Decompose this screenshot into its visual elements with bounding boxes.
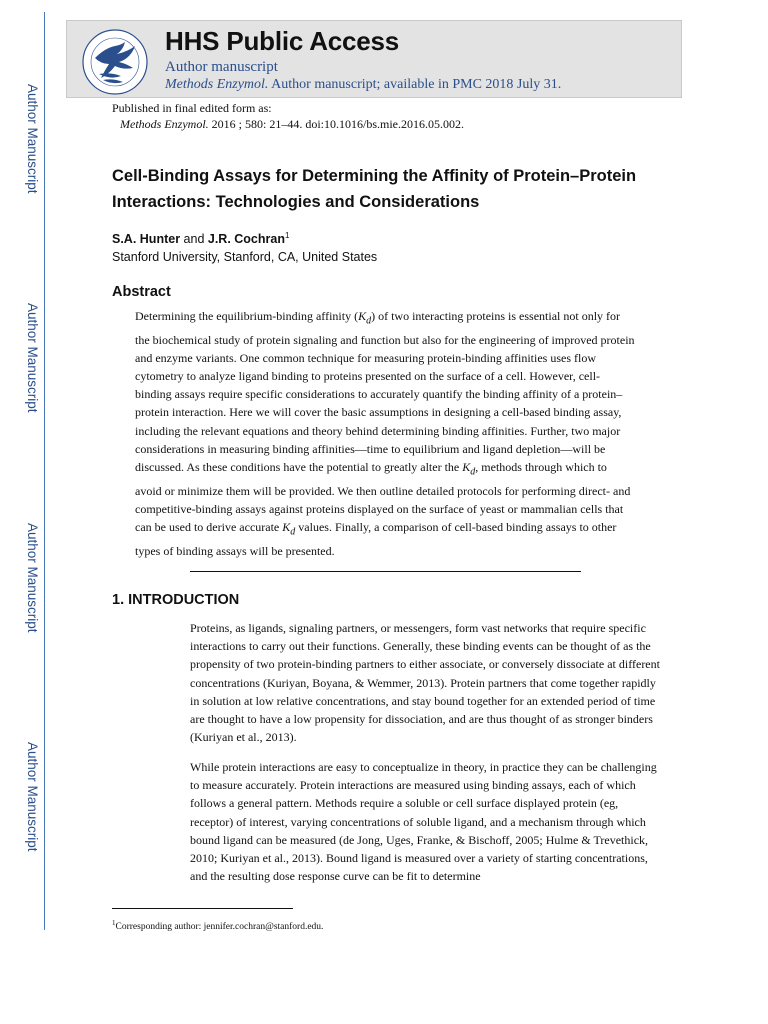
abstract-segment: , methods through which to avoid or minimize them will be provided. We then outline detailed protocols for performing direct- and competitive-binding assays against proteins displayed on the surface of yeast or mammalian cells that can be used to derive accurate	[135, 460, 631, 535]
sidebar-label-author-manuscript: Author Manuscript	[25, 303, 40, 413]
abstract-segment: values. Finally, a comparison of cell-based binding assays to other types of binding assays will be presented.	[135, 520, 617, 558]
published-label: Published in final edited form as:	[112, 101, 272, 115]
kd-k: K	[358, 309, 367, 323]
author-list	[112, 231, 289, 246]
intro-paragraph-2: While protein interactions are easy to conceptualize in theory, in practice they can be challenging to measure accurately. Protein interactions are measured using binding assays, each of which follows a general pattern. Methods require a soluble or cell surface displayed protein (eg, receptor) of interest, varying concentrations of soluble ligand, and a mechanism through which bound ligand can be measured (de Jong, Uges, Franke, & Bischoff, 2005; Hulme & Trevethick, 2010; Kuriyan et al., 2013). Bound ligand is measured over a variety of starting concentrations, and the resulting dose response curve can be fit to determine	[190, 760, 657, 884]
citation	[120, 117, 464, 132]
citation-details: 2016 ; 580: 21–44. doi:10.1016/bs.mie.2016.05.002.	[208, 117, 464, 131]
author-name: J.R. Cochran	[207, 232, 285, 247]
kd-sub: d	[470, 466, 476, 478]
author-separator: and	[180, 232, 208, 247]
sidebar-label-author-manuscript: Author Manuscript	[25, 523, 40, 633]
kd-k: K	[282, 520, 291, 535]
citation-journal: Methods Enzymol.	[120, 117, 209, 131]
hhs-public-access-title: HHS Public Access	[165, 26, 400, 56]
kd-k: K	[462, 460, 471, 475]
kd-symbol	[282, 520, 296, 538]
abstract-heading: Abstract	[112, 284, 171, 300]
footnote	[112, 919, 323, 932]
article-title: Cell-Binding Assays for Determining the Affinity of Protein–Protein Interactions: Technologies and Considerations	[112, 167, 637, 211]
section-divider	[190, 571, 581, 572]
footnote-mark: 1	[112, 919, 116, 927]
kd-symbol	[358, 309, 372, 327]
availability-text: Author manuscript; available in PMC 2018 July 31.	[268, 77, 562, 92]
kd-symbol	[462, 460, 476, 478]
affiliation: Stanford University, Stanford, CA, United States	[112, 250, 378, 264]
intro-paragraph-1: Proteins, as ligands, signaling partners, or messengers, form vast networks that require specific interactions to carry out their functions. Generally, these binding events can be thought of as the propensity of two protein-binding partners to either associate, or conversely dissociate at different concentrations (Kuriyan, Boyana, & Wemmer, 2013). Protein partners that come together rapidly in solution at low relative concentrations, and stay bound together for an extended period of time are thought to have a low propensity for dissociation, and are thus thought of as stronger binders (Kuriyan et al., 2013).	[190, 621, 660, 745]
hhs-eagle-logo-icon	[81, 28, 149, 96]
abstract-segment: Determining the equilibrium-binding affinity (	[135, 309, 359, 323]
footnote-divider	[112, 908, 293, 909]
author-manuscript-label: Author manuscript	[165, 59, 278, 75]
journal-abbrev: Methods Enzymol.	[165, 77, 269, 92]
kd-sub: d	[366, 315, 372, 327]
kd-sub: d	[290, 526, 296, 538]
footnote-text: Corresponding author: jennifer.cochran@stanford.edu.	[115, 922, 324, 933]
author-name: S.A. Hunter	[112, 232, 181, 247]
sidebar-label-author-manuscript: Author Manuscript	[25, 742, 40, 852]
abstract-text	[135, 307, 635, 560]
hhs-header	[66, 20, 682, 98]
availability-line	[165, 77, 561, 93]
sidebar-divider	[44, 12, 45, 930]
abstract-segment: ) of two interacting proteins is essential not only for the biochemical study of protein signaling and function but also for the engineering of improved protein and enzyme variants. One common technique for measuring protein-binding affinities uses flow cytometry to analyze ligand binding to proteins presented on the surface of a cell. However, cell-binding assays require specific considerations to accurately quantify the binding affinity of a protein–protein interaction. Here we will cover the basic assumptions in designing a cell-based binding assay, including the relevant equations and theory behind determining binding affinities. Further, two major considerations in measuring binding affinities—time to equilibrium and ligand depletion—will be discussed. As these conditions have the potential to greatly alter the	[135, 309, 635, 475]
section-heading-introduction: 1. INTRODUCTION	[112, 592, 240, 608]
footnote-marker: 1	[284, 231, 290, 240]
sidebar-label-author-manuscript: Author Manuscript	[25, 84, 40, 194]
